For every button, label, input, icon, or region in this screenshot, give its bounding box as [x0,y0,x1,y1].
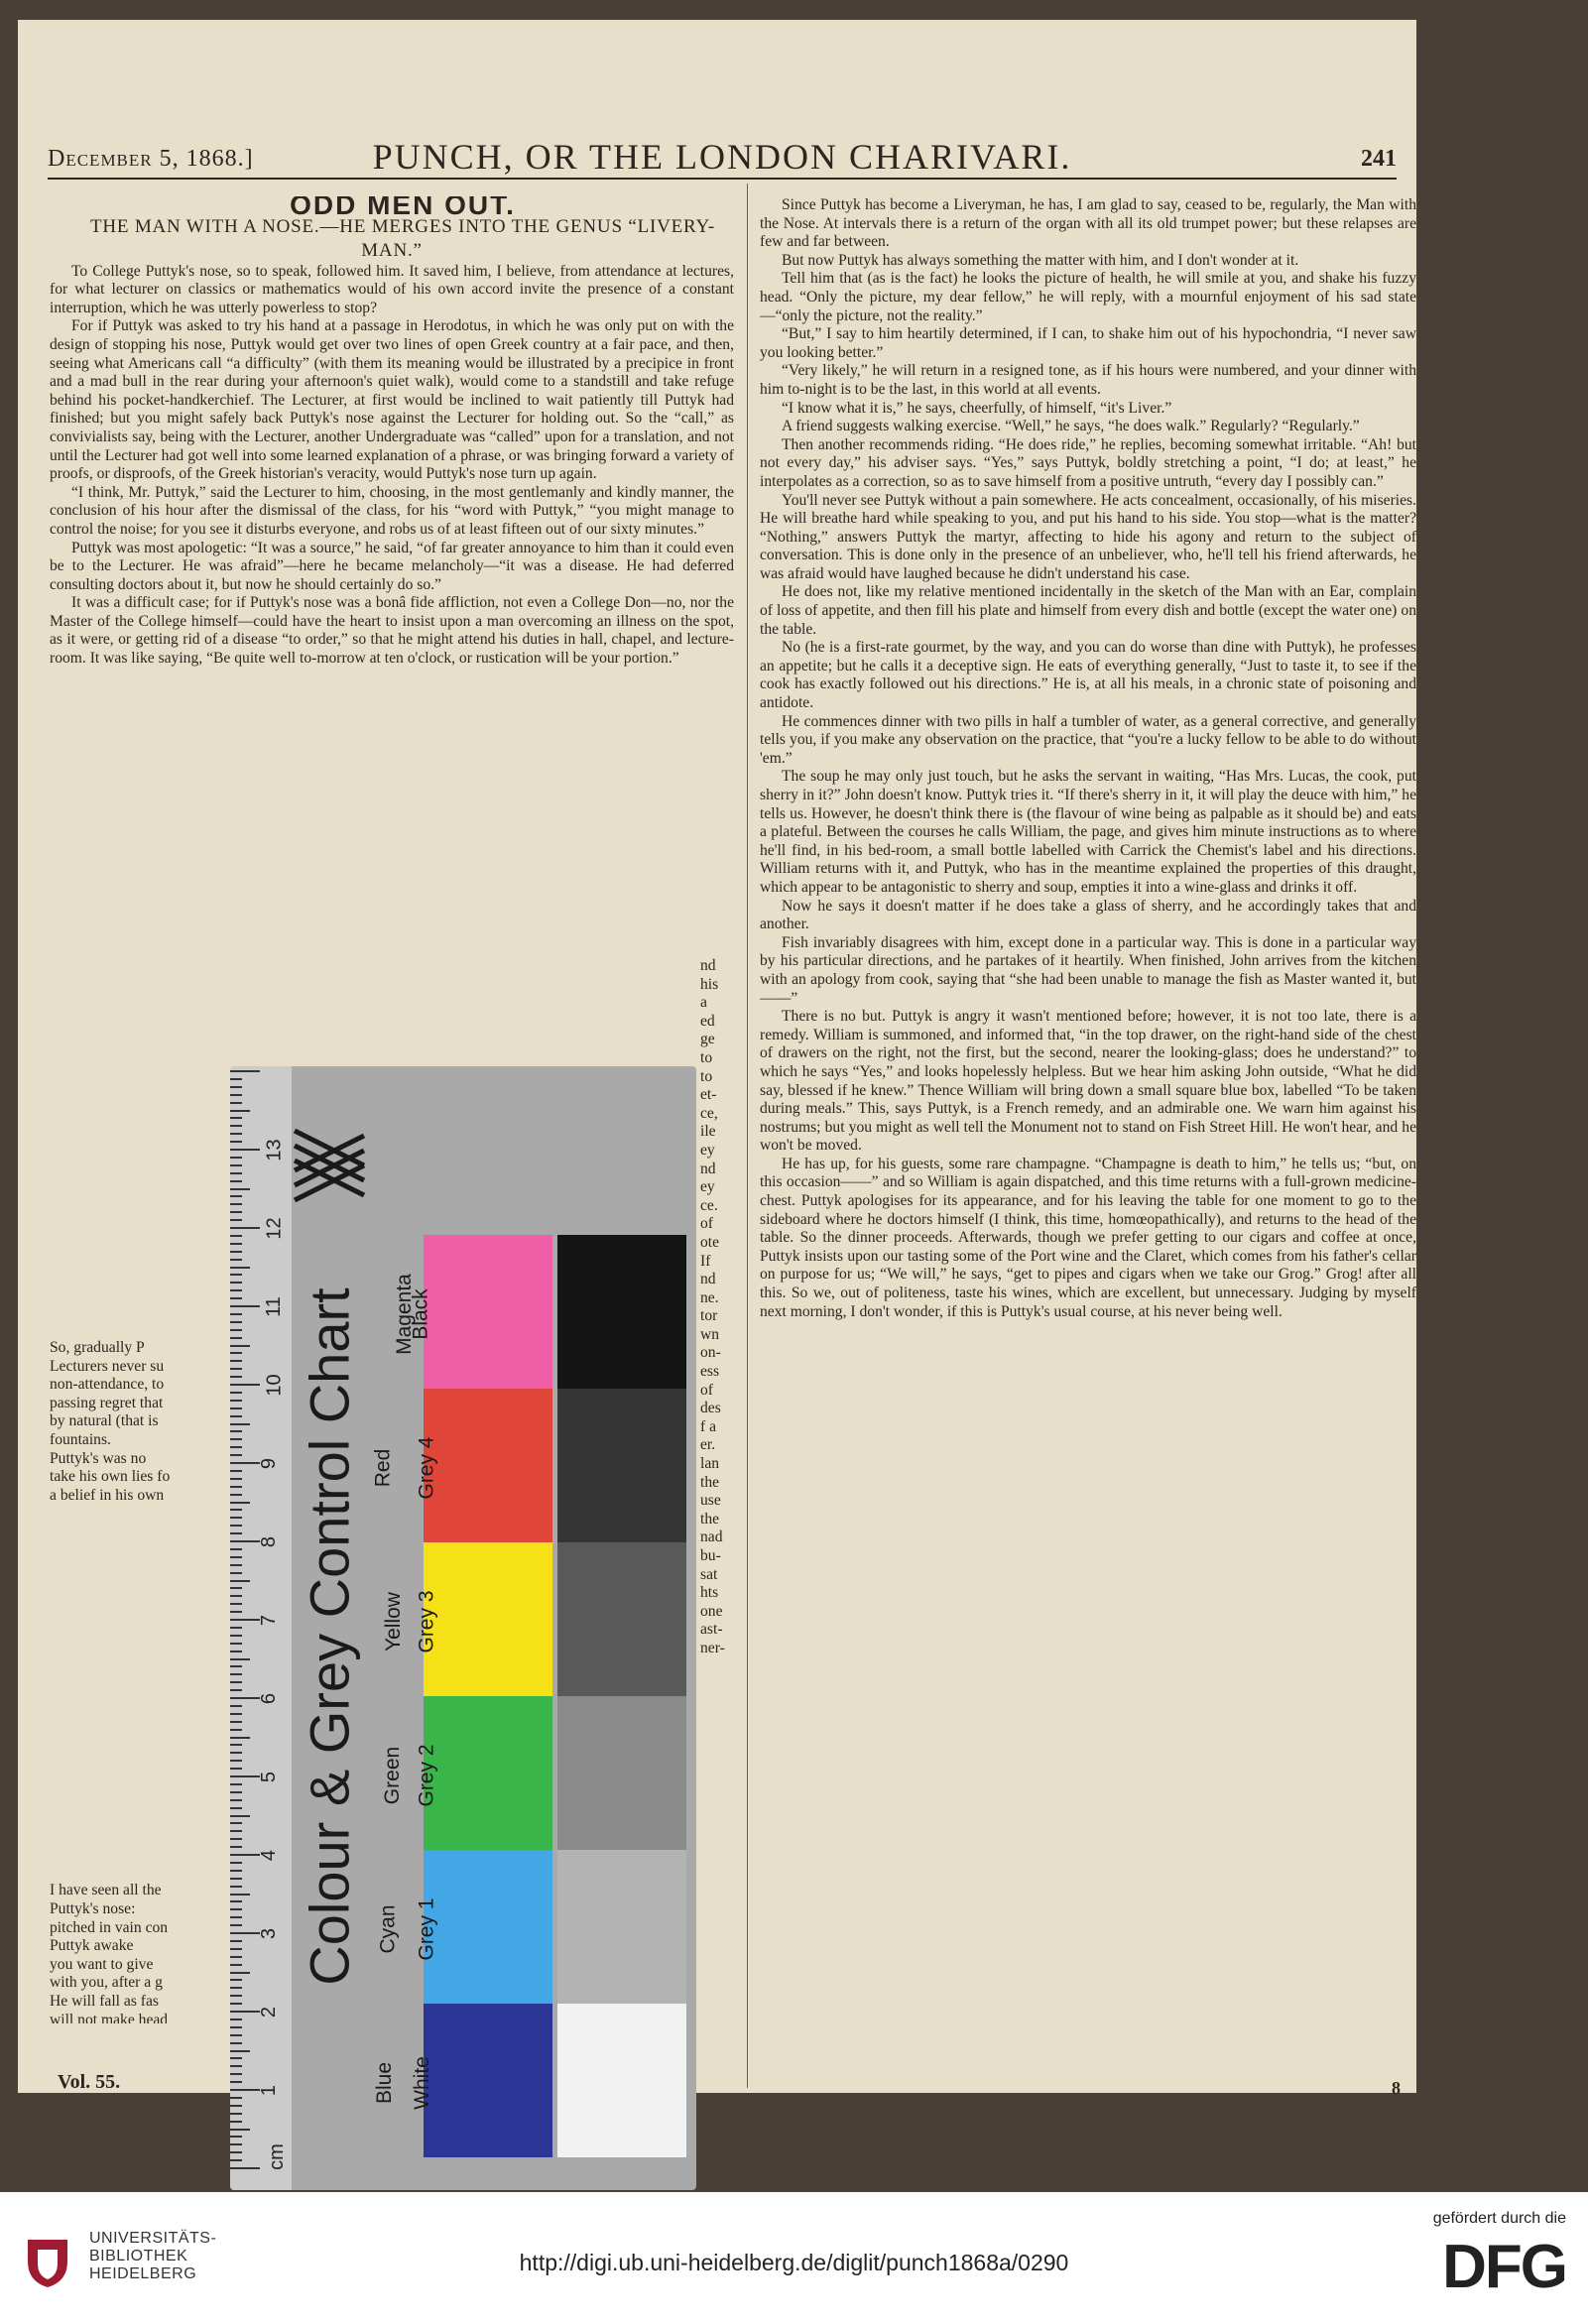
ruler-tick [230,1987,242,1989]
paragraph: You'll never see Puttyk without a pain somewhere. He acts concealment, occasionally, of his miseries. He will breathe hard while speaking to you, and put his hand to his side. You stop—what is the matter? “Nothing,” answers Puttyk the martyr, affecting to hide his agony and return to the subject of conversation. This is done only in the presence of an unbeliever, who, he'll tell his friend afterwards, he was afraid would have laughed because he didn't understand his case. [760,491,1416,582]
ruler-tick [230,1916,242,1918]
paragraph: No (he is a first-rate gourmet, by the way, and you can do worse than dine with Puttyk), he professes an appetite; but he calls it a deceptive sign. He eats of everything generally, “Just to taste it, to see if the cook has exactly followed out his directions.” He is, at all his meals, in a chronic state of poisoning and antidote. [760,639,1416,712]
line-ending: ote [700,1233,720,1251]
line-ending: ey [700,1141,715,1159]
text-line: Puttyk awake [50,1937,134,1955]
ruler-tick [230,1744,242,1746]
ruler-tick [230,1830,242,1832]
grey-label: Black [409,1287,432,1340]
ruler-tick [230,1572,242,1574]
dfg-logo: DFG [1442,2233,1566,2301]
article-subhead: THE MAN WITH A NOSE.—HE MERGES INTO THE GENUS “LIVERY-MAN.” [89,215,716,261]
ruler-tick [230,1964,242,1966]
ruler-tick [230,1360,242,1362]
line-ending: to [700,1048,713,1066]
left-column [50,196,734,950]
line-ending: ess [700,1363,720,1381]
ruler-tick [230,1470,242,1472]
paragraph: Then another recommends riding. “He does ride,” he replies, becoming somewhat irritable. “Ah! but not every day,” his adviser says. “Yes,” says Puttyk, boldly stretching a point, “I do; at least,” he interpolates as a correction, so as to save himself from a positive untruth, “every day I possibly can.” [760,435,1416,490]
ruler-tick [230,1760,242,1762]
ruler-tick [230,1768,242,1770]
ruler-tick [230,1838,242,1840]
ruler-tick [230,1133,242,1135]
left-column-obscured-lines [50,1339,248,2023]
ruler-tick [230,1478,242,1480]
grey-swatch [557,1542,686,1696]
ruler-number: 12 [263,1217,286,1240]
ruler-tick [230,1297,242,1299]
cm-ruler [230,1066,292,2190]
digitization-footer [0,2192,1588,2324]
ruler-tick [230,1086,242,1088]
text-line: He will fall as fas [50,1992,159,2010]
paragraph: But now Puttyk has always something the matter with him, and I don't wonder at it. [782,251,1299,269]
ruler-tick [230,2034,242,2036]
ruler-tick [230,1878,242,1880]
ruler-tick [230,1180,242,1182]
ruler-tick [230,1713,242,1715]
text-line: Puttyk's nose: [50,1899,136,1917]
line-ending: ce, [700,1104,718,1122]
ruler-tick [230,1595,242,1597]
line-ending: f a [700,1417,717,1435]
ruler-tick [230,2136,242,2138]
grey-swatch [557,2004,686,2157]
ruler-tick [230,1775,260,1777]
ruler-tick [230,1587,242,1589]
line-ending: bu- [700,1547,721,1564]
line-ending: of [700,1381,713,1399]
line-ending: nd [700,1271,716,1288]
ruler-tick [230,1548,242,1550]
ruler-tick [230,2143,242,2145]
ruler-tick [230,1243,242,1245]
ruler-tick [230,1203,242,1205]
colour-label: Magenta [392,1273,416,1355]
ruler-tick [230,1525,242,1527]
ruler-number: 2 [258,2006,281,2018]
text-line: So, gradually P [50,1339,145,1356]
ruler-tick [230,1540,260,1542]
ruler-tick [230,1305,260,1307]
colour-swatch [424,1850,552,2004]
ruler-tick [230,1900,242,1902]
ruler-tick [230,1259,242,1261]
line-ending: er. [700,1436,716,1454]
ruler-tick [230,1729,242,1731]
paragraph: Now he says it doesn't matter if he does take a glass of sherry, and he accordingly takes that and another. [760,897,1416,933]
ruler-tick [230,1908,242,1910]
text-line: I have seen all the [50,1882,162,1899]
paragraph: Tell him that (as is the fact) he looks the picture of health, he will smile at you, and shake his fuzzy head. “Only the picture, my dear fellow,” he will reply, with a mournful enjoyment of his sad state—“only the picture, not the reality.” [760,270,1416,324]
running-header [48,124,1397,180]
paragraph: He does not, like my relative mentioned incidentally in the sketch of the Man with an Ear, complain of loss of appetite, and then fill his plate and himself from every dish and bottle (except the water one) on the table. [760,583,1416,638]
ruler-tick [230,1352,242,1354]
ruler-tick [230,1345,250,1347]
ruler-tick [230,1556,242,1558]
ruler-tick [230,1752,242,1754]
line-ending: ed [700,1012,715,1030]
paragraph: “I think, Mr. Puttyk,” said the Lecturer to him, choosing, in the most gentlemanly and kindly manner, the conclusion of his hour after the dismissal of the class, for his “word with Puttyk,” “you might manage to control the noise; for you see it disturbs everyone, and robs us of at least fifteen out of our sixty minutes.” [50,483,734,538]
colour-label: Red [371,1448,395,1487]
header-date: December 5, 1868.] [48,146,254,172]
ruler-tick [230,1172,242,1174]
ruler-number: 1 [258,2084,281,2097]
text-line: with you, after a g [50,1974,163,1992]
ruler-tick [230,1948,242,1950]
line-ending: ne. [700,1288,719,1306]
ruler-tick [230,1313,242,1315]
ruler-tick [230,1078,242,1080]
ruler-tick [230,1102,242,1104]
paragraph: He commences dinner with two pills in half a tumbler of water, as a general corrective, and generally tells you, if you make any observation on the practice, that “you're a lucky fellow to be able to do without 'em.” [760,712,1416,767]
ruler-tick [230,1337,242,1339]
line-ending: ast- [700,1621,723,1639]
ruler-tick [230,1854,260,1856]
ruler-number: 7 [258,1614,281,1627]
colour-label: Green [381,1746,405,1804]
ruler-tick [230,1157,242,1159]
page-number: 241 [1361,146,1397,172]
line-ending: nad [700,1529,723,1546]
ruler-tick [230,1267,250,1269]
ruler-tick [230,1517,242,1519]
line-ending: one [700,1602,723,1620]
ruler-tick [230,2065,242,2067]
signature-mark: 8 [1392,2078,1401,2098]
ruler-number: 11 [262,1296,285,1317]
ruler-tick [230,1195,242,1197]
grey-swatch [557,1389,686,1542]
text-line: non-attendance, to [50,1376,165,1394]
ruler-tick [230,2121,242,2123]
ruler-tick [230,1454,242,1456]
line-ending: des [700,1400,721,1417]
ruler-tick [230,1737,250,1739]
ruler-tick [230,2113,242,2115]
ruler-tick [230,1924,242,1926]
line-ending: to [700,1067,713,1085]
ruler-tick [230,2105,242,2107]
ruler-tick [230,1235,242,1237]
ruler-tick [230,1462,260,1464]
ruler-tick [230,1611,242,1613]
text-line: will not make head [50,2011,169,2023]
ruler-tick [230,2057,242,2059]
left-paragraphs [50,263,734,669]
line-ending: of [700,1215,713,1233]
line-ending: sat [700,1565,718,1583]
ruler-tick [230,1446,242,1448]
line-ending: If [700,1252,711,1270]
ruler-tick [230,1564,242,1566]
ruler-tick [230,1423,250,1425]
ruler-tick [230,2081,242,2083]
article-title: ODD MEN OUT. [290,196,516,220]
text-line: fountains. [50,1430,111,1448]
paragraph: There is no but. Puttyk is angry it wasn't mentioned before; however, it is not too late, there is a remedy. William is summoned, and informed that, “in the top drawer, on the right-hand side of the chest of drawers on the right, not the first, but the second, nearer the looking-glass; does he understand?” to which he says “Yes,” and looks hopelessly helpless. But we hear him asking John outside, “What he did say, blessed if he knew.” Thence William will bring down a small square blue box, labelled “To be taken during meals.” This, says Puttyk, is a French remedy, and an admirable one. We warn him against his nostrums; but you might as well tell the Monument not to stand on Fish Street Hill. He won't hear, and he won't be moved. [760,1008,1416,1155]
ruler-tick [230,1721,242,1723]
ruler-tick [230,1807,242,1809]
ruler-tick [230,2026,242,2028]
paragraph: Fish invariably disagrees with him, except done in a particular way. This is done in a particular way by his particular directions, and he partakes of it heartily. When finished, John arrives from the kitchen with an apology from cook, saying that “she had been unable to manage the fish as Master wanted it, but——” [760,933,1416,1007]
ruler-tick [230,1219,242,1221]
line-ending: nd [700,957,716,974]
ruler-tick [230,1846,242,1848]
ruler-tick [230,1815,250,1817]
ruler-tick [230,1509,242,1511]
ruler-tick [230,1580,250,1582]
grey-label: Grey 3 [415,1589,438,1653]
grey-swatch [557,1850,686,2004]
ruler-tick [230,1289,242,1291]
institution-name: UNIVERSITÄTS- BIBLIOTHEK HEIDELBERG [89,2230,217,2282]
funding-note: gefördert durch die [1432,2210,1566,2227]
ruler-tick [230,1141,242,1143]
line-ending: ge [700,1031,715,1048]
ruler-tick [230,2159,242,2161]
line-ending: the [700,1473,720,1491]
ruler-tick [230,1995,242,1997]
grey-label: Grey 4 [415,1435,438,1500]
text-line: take his own lies fo [50,1468,171,1486]
ruler-tick [230,1870,242,1872]
ruler-tick [230,2018,242,2020]
paragraph: “I know what it is,” he says, cheerfully, of himself, “it's Liver.” [782,399,1172,417]
ruler-tick [230,1643,242,1645]
colour-swatch [424,2004,552,2157]
line-ending: ile [700,1123,716,1141]
colour-swatch [424,1389,552,1542]
line-ending: ey [700,1178,715,1196]
ruler-number: 13 [263,1139,286,1162]
line-ending: his [700,975,719,993]
ruler-tick [230,1376,242,1378]
grey-swatch [557,1235,686,1389]
left-column-line-endings [700,957,740,1658]
ruler-tick [230,2167,260,2169]
colour-swatch [424,1235,552,1389]
ruler-unit: cm [265,2143,288,2170]
ruler-tick [230,2011,260,2013]
paragraph: He has up, for his guests, some rare champagne. “Champagne is death to him,” he tells us; “but, on this occasion——” and so William is again dispatched, and this time returns with a full-grown medicine-chest. Puttyk apologises for its appearance, and for his leaving the table for one moment to go to the sideboard where he doctors himself (I think, this time, homœopathically), and returns to the head of the table. So the dinner proceeds. Afterwards, though we prefer getting to our cigars and coffee at once, Puttyk insists upon our tasting some of the Port wine and the Claret, which comes from his father's cellar on purpose for us; “We will,” he says, “get to pipes and cigars when we take our Grog.” Grog! after all this. So we, out of politeness, taste his wines, which are excellent, but unnecessary. Judging by myself next morning, I don't wonder, if this is Puttyk's usual course, at his never being well. [760,1155,1416,1320]
ruler-tick [230,1368,242,1370]
ruler-tick [230,1886,242,1888]
colour-label: Yellow [381,1591,405,1651]
grey-swatch [557,1696,686,1850]
ruler-tick [230,1149,260,1151]
ruler-tick [230,1673,242,1675]
line-ending: ner- [700,1639,725,1656]
ruler-tick [230,1532,242,1534]
ruler-tick [230,2003,242,2005]
paragraph: The soup he may only just touch, but he asks the servant in waiting, “Has Mrs. Lucas, the cook, put sherry in it?” John doesn't know. Puttyk tries it. “If there's sherry in it, it will play the deuce with him,” he tells us. However, he doesn't think there is (the flavour of wine being as palpable as it should be) and eats a plateful. Between the courses he calls William, the page, and gives him minute instructions as to where he'll find, in his bed-room, a small bottle labelled with Carrick the Chemist's label and his directions. William returns with it, and Puttyk, who has in the meantime explained the properties of this draught, which appear to be antagonistic to sherry and soup, empties it into a wine-glass and drinks it off. [760,768,1416,896]
paragraph: “Very likely,” he will return in a resigned tone, as if his hours were numbered, and your dinner with him to-night is to be the last, in this world at all events. [760,362,1416,398]
line-ending: et- [700,1086,717,1104]
paragraph: For if Puttyk was asked to try his hand at a passage in Herodotus, in which he was only put on with the design of stopping his nose, Puttyk would get over two lines of open Greek country at a fair pace, and then, seeing what Americans call “a difficulty” (with them its meaning would be illustrated by a precipice in front and a mad bull in the rear during your afternoon's quiet walk), would come to a standstill and take refuge behind his pocket-handkerchief. The Lecturer, at first would be inclined to wait patiently till Puttyk had finished; but you might safely back Puttyk's nose against the Lecturer for holding out. So the “call,” as convivialists say, being with the Lecturer, another Undergraduate was “called” upon for a translation, and not until the Lecturer had got well into some learned explanation of a phrase, or was bringing forward a variety of proofs, or disproofs, of the Greek historian's veracity, would Puttyk's nose turn up again. [50,317,734,483]
ruler-tick [230,1415,242,1417]
ruler-tick [230,1783,242,1785]
ruler-tick [230,1658,250,1660]
ruler-tick [230,1486,242,1488]
line-ending: hts [700,1584,719,1602]
ruler-tick [230,1188,250,1190]
ruler-tick [230,1502,250,1504]
column-divider [747,183,748,2088]
paragraph: Since Puttyk has become a Liveryman, he has, I am glad to say, ceased to be, regularly, the Man with the Nose. At intervals there is a return of the organ with all its old trumpet power; but these relapses are few and far between. [760,196,1416,251]
ruler-tick [230,2089,260,2091]
ruler-tick [230,1164,242,1166]
ruler-tick [230,2050,250,2052]
ruler-tick [230,1227,260,1229]
paragraph: Puttyk was most apologetic: “It was a source,” he said, “of far greater annoyance to him than it could even be to the Lecturer. He was afraid”—here he became melancholy—“it was a disease. He had deferred consulting doctors about it, but now he should certainly do so.” [50,539,734,593]
ruler-tick [230,1705,242,1707]
ruler-tick [230,2073,242,2075]
ruler-tick [230,1282,242,1284]
ruler-tick [230,1799,242,1801]
text-line: passing regret that [50,1394,164,1411]
colour-control-chart [230,1066,696,2190]
ruler-tick [230,1862,242,1864]
text-line: pitched in vain con [50,1918,169,1936]
ruler-tick [230,2042,242,2044]
ruler-tick [230,1635,242,1637]
ruler-tick [230,1400,242,1402]
ruler-tick [230,2129,250,2131]
paragraph: To College Puttyk's nose, so to speak, followed him. It saved him, I believe, from attendance at lectures, for what lecturer on classics or mathematics would of his own accord invite the presence of a constant interruption, which he was utterly powerless to stop? [50,262,734,316]
text-line: you want to give [50,1955,154,1973]
ruler-tick [230,1603,242,1605]
text-line: a belief in his own [50,1486,165,1504]
colour-swatch [424,1542,552,1696]
ruler-tick [230,1251,242,1253]
ruler-number: 9 [258,1457,281,1470]
right-column [760,196,1416,2071]
line-ending: lan [700,1455,720,1473]
ruler-tick [230,1430,242,1432]
colour-label: Cyan [376,1903,400,1954]
ruler-tick [230,2151,242,2153]
ruler-tick [230,1689,242,1691]
ruler-tick [230,1651,242,1652]
ruler-number: 6 [258,1692,281,1705]
ruler-tick [230,1494,242,1496]
paragraph: It was a difficult case; for if Puttyk's nose was a bonâ fide affliction, not even a College Don—no, nor the Master of the College himself—could have the heart to insist upon a man overcoming an illness on the spot, as it were, or getting rid of a disease “to order,” so that he might attend his duties in hall, chapel, and lecture-room. It was like saying, “Be quite well to-morrow at ten o'clock, or rustication will be your portion.” [50,594,734,668]
colour-swatch [424,1696,552,1850]
ruler-tick [230,1932,260,1934]
journal-page [18,20,1416,2098]
ruler-tick [230,1956,242,1958]
ruler-tick [230,2097,242,2099]
ruler-tick [230,1940,242,1942]
paragraph: “But,” I say to him heartily determined, if I can, to shake him out of his hypochondria, “I never saw you looking better.” [760,325,1416,361]
grey-label: White [410,2055,433,2110]
line-ending: wn [700,1325,720,1343]
paragraph: A friend suggests walking exercise. “Well,” he says, “he does walk.” Regularly? “Regularly.” [782,418,1360,435]
ruler-tick [230,1110,250,1112]
source-url[interactable]: http://digi.ub.uni-heidelberg.de/diglit/punch1868a/0290 [519,2250,1069,2275]
line-ending: use [700,1492,721,1510]
ruler-tick [230,1125,242,1127]
colour-label: Blue [373,2061,397,2104]
line-ending: tor [700,1307,718,1325]
grey-label: Grey 2 [415,1743,438,1807]
line-ending: ce. [700,1196,718,1214]
ruler-tick [230,1619,260,1621]
ruler-tick [230,1070,260,1072]
grey-label: Grey 1 [415,1896,438,1961]
ruler-number: 3 [258,1927,281,1940]
right-paragraphs [760,196,1416,1321]
ruler-tick [230,1392,242,1394]
ruler-tick [230,1979,242,1981]
text-line: Puttyk's was no [50,1449,147,1467]
ruler-number: 4 [258,1849,281,1862]
ruler-tick [230,1407,242,1409]
ruler-tick [230,1697,260,1699]
ruler-tick [230,1094,242,1096]
ruler-tick [230,1894,250,1896]
line-ending: a [700,994,707,1012]
ruler-tick [230,1384,260,1386]
ruler-tick [230,1117,242,1119]
ruler-tick [230,1665,242,1667]
ruler-number: 8 [258,1535,281,1548]
line-ending: nd [700,1160,716,1177]
line-ending: the [700,1510,720,1528]
ruler-tick [230,1972,250,1974]
text-line: Lecturers never su [50,1357,165,1375]
header-title: PUNCH, OR THE LONDON CHARIVARI. [372,137,1072,177]
ruler-tick [230,1211,242,1213]
ruler-tick [230,1438,242,1440]
ruler-tick [230,1329,242,1331]
ruler-tick [230,1274,242,1276]
ruler-tick [230,1681,242,1683]
text-line: by natural (that is [50,1412,159,1430]
volume-label: Vol. 55. [58,2071,121,2093]
ruler-tick [230,1822,242,1824]
line-ending: on- [700,1344,721,1362]
chart-title: Colour & Grey Control Chart [298,1287,361,1986]
ruler-tick [230,1791,242,1793]
ruler-tick [230,1627,242,1629]
ruler-number: 10 [263,1374,286,1397]
ruler-number: 5 [258,1771,281,1783]
ruler-tick [230,1321,242,1323]
